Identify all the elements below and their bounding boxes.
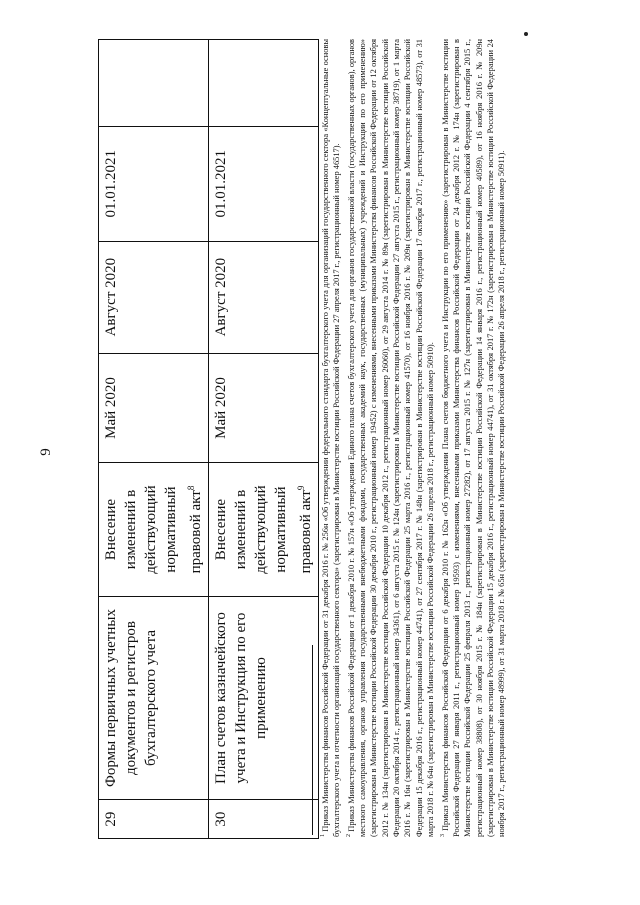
page-number: 9 (38, 448, 54, 456)
footnotes (318, 39, 509, 837)
action-text: Внесение изменений в действующий нормативный правовой акт (103, 485, 204, 574)
footnote-text: Приказ Министерства финансов Российской Федерации от 31 декабря 2016 г. № 256н «Об утверждении федерального стандарта бухгалтерского учета для организаций государственного сектора «Концептуальные основы бухгалтерского учета и отчетности организаций государственного сектора» (зарегистрирован в Министерстве юстиции Российской Федерации 27 апреля 2017 г., регистрационный номер 46517). (320, 39, 342, 837)
footnote-number: 3 (439, 834, 446, 837)
date-cell: Май 2020 (99, 353, 209, 463)
action-cell (209, 463, 319, 596)
footnote (318, 39, 343, 837)
date-cell: Май 2020 (209, 353, 319, 463)
date-cell: 01.01.2021 (99, 126, 209, 241)
table-row (209, 40, 319, 839)
action-cell (99, 463, 209, 596)
footnote-separator (312, 645, 313, 835)
footnote-text: Приказ Министерства финансов Российской Федерации от 6 декабря 2010 г. № 162н «Об утверждении Плана счетов бюджетного учета и Инструкции по его применению» (зарегистрирован в Министерстве юстиции Российской Федерации 27 января 2011 г., регистрационный номер 19593) с изменениями, внесенными приказами Министерства финансов Российской Федерации от 24 декабря 2012 г. № 174н (зарегистрирован в Министерстве юстиции Российской Федерации 25 февраля 2013 г., регистрационный номер 27282), от 17 августа 2015 г. № 127н (зарегистрирован в Министерстве юстиции Российской Федерации 4 сентября 2015 г., регистрационный номер 38808), от 30 ноября 2015 г. № 184н (зарегистрирован в Министерстве юстиции Российской Федерации 14 января 2016 г., регистрационный номер 40589), от 16 ноября 2016 г. № 209н (зарегистрирован в Министерстве юстиции Российской Федерации 15 декабря 2016 г., регистрационный номер 44741), от 31 октября 2017 г. № 172н (зарегистрирован в Министерстве юстиции Российской Федерации 24 ноября 2017 г., регистрационный номер 48999), от 31 марта 2018 г. № 65н (зарегистрирован в Министерстве юстиции Российской Федерации 26 апреля 2018 г., регистрационный номер 50911). (440, 38, 507, 837)
rotated-page (20, 27, 620, 877)
footnote-ref: 8 (186, 485, 196, 491)
date-cell: Август 2020 (209, 241, 319, 353)
footnote-ref: 9 (296, 485, 306, 491)
row-number-cell: 30 (209, 800, 319, 839)
document-cell: План счетов казначейского учета и Инструкция по его применению (209, 596, 319, 800)
footnote-text: Приказ Министерства финансов Российской Федерации от 1 декабря 2010 г. № 157н «Об утверждении Единого плана счетов бухгалтерского учета для органов государственной власти (государственных органов), органов местного самоуправления, органов управления государственными внебюджетными фондами, государственных академий наук, государственных (муниципальных) учреждений и Инструкции по его применению» (зарегистрирован в Министерстве юстиции Российской Федерации 30 декабря 2010 г., регистрационный номер 19452) с изменениями, внесенными приказами Министерства финансов Российской Федерации от 12 октября 2012 г. № 134н (зарегистрирован в Министерстве юстиции Российской Федерации 10 декабря 2012 г., регистрационный номер 26060), от 29 августа 2014 г. № 89н (зарегистрирован в Министерстве юстиции Российской Федерации 20 октября 2014 г., регистрационный номер 34361), от 6 августа 2015 г. № 124н (зарегистрирован в Министерстве юстиции Российской Федерации 27 августа 2015 г., регистрационный номер 38719), от 1 марта 2016 г. № 16н (зарегистрирован в Министерстве юстиции Российской Федерации 25 марта 2016 г., регистрационный номер 41570), от 16 ноября 2016 г. № 209н (зарегистрирован в Министерстве юстиции Российской Федерации 15 декабря 2016 г., регистрационный номер 44741), от 27 сентября 2017 г. № 148н (зарегистрирован в Министерстве юстиции Российской Федерации 17 октября 2017 г., регистрационный номер 48573), от 31 марта 2018 г. № 64н (зарегистрирован в Министерстве юстиции Российской Федерации 26 апреля 2018 г., регистрационный номер 50910). (346, 39, 436, 837)
date-cell: Август 2020 (99, 241, 209, 353)
scan-speck (524, 32, 528, 36)
document-cell: Формы первичных учетных документов и регистров бухгалтерского учета (99, 596, 209, 800)
empty-cell (209, 40, 319, 127)
action-text: Внесение изменений в действующий нормативный правовой акт (213, 485, 314, 574)
table-row (99, 40, 209, 839)
footnote (344, 39, 437, 837)
footnote (438, 39, 508, 837)
footnote-number: 1 (320, 834, 326, 837)
row-number-cell: 29 (99, 800, 209, 839)
empty-cell (99, 40, 209, 127)
schedule-table (98, 39, 319, 839)
footnote-number: 2 (345, 834, 352, 837)
date-cell: 01.01.2021 (209, 126, 319, 241)
